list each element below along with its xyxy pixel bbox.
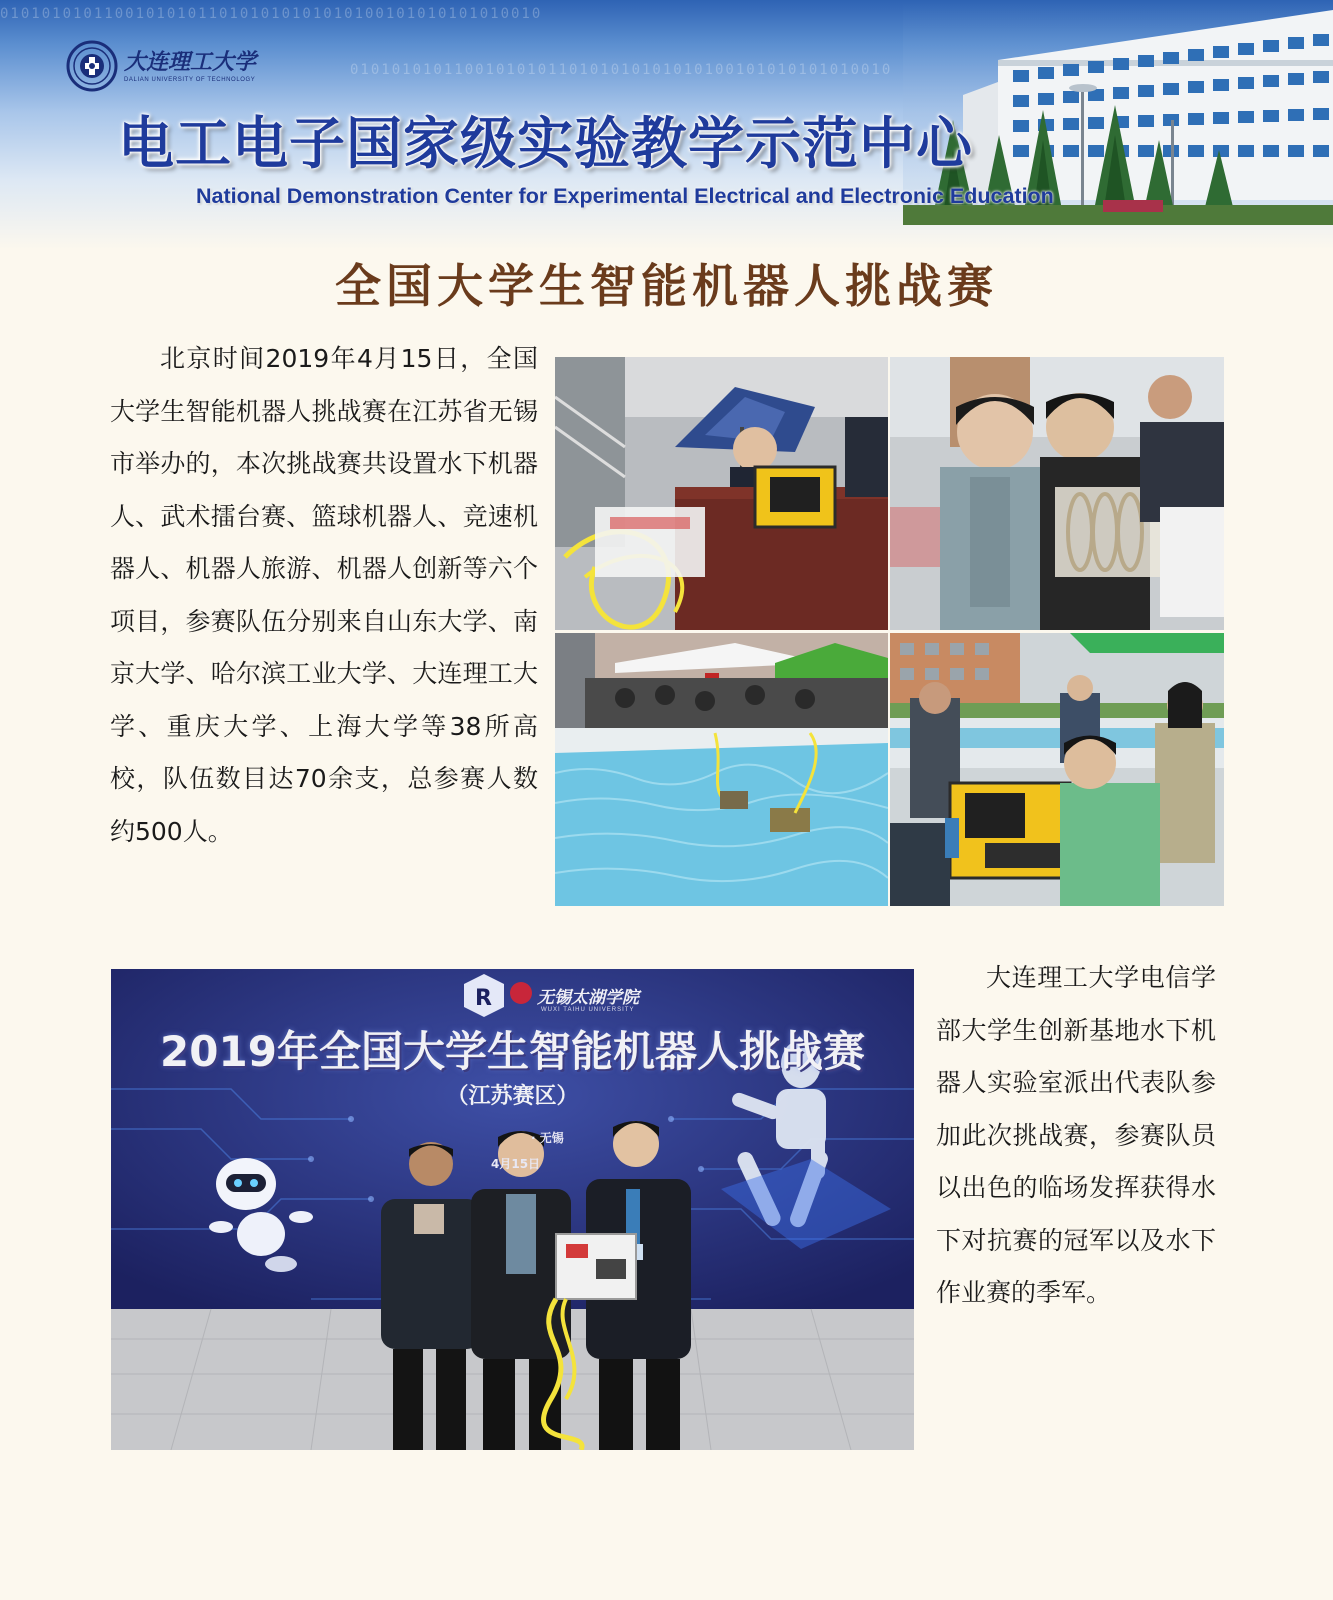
backdrop-title: 2019年全国大学生智能机器人挑战赛 — [160, 1027, 865, 1076]
svg-text:R: R — [475, 986, 492, 1011]
backdrop-region: （江苏赛区） — [446, 1084, 579, 1109]
university-name-en: DALIAN UNIVERSITY OF TECHNOLOGY — [124, 76, 256, 83]
center-title: 电工电子国家级实验教学示范中心 — [118, 112, 973, 177]
university-name-cn: 大连理工大学 — [124, 48, 257, 75]
binary-strip: 0101010101100101010110101010101010100101010101010010 — [0, 6, 543, 22]
photo-pool-controller — [890, 633, 1224, 906]
binary-strip: 0101010101100101010110101010101010100101010101010010 — [350, 62, 893, 78]
photo-team-at-backdrop — [111, 969, 914, 1450]
article-paragraph-1: 北京时间2019年4月15日，全国大学生智能机器人挑战赛在江苏省无锡市举办的，本次挑战赛共设置水下机器人、武术擂台赛、篮球机器人、竞速机器人、机器人旅游、机器人创新等六个项目，参赛队伍分别来自山东大学、南京大学、哈尔滨工业大学、大连理工大学、重庆大学、上海大学等38所高校，队伍数目达70余支，总参赛人数约500人。 — [110, 344, 538, 846]
photo-pool-with-tents — [555, 633, 888, 906]
university-seal-icon — [66, 40, 118, 92]
photo-operator-under-umbrella — [555, 357, 888, 630]
backdrop-date: 4月15日 — [491, 1157, 541, 1171]
university-logo — [66, 40, 256, 92]
photo-students-with-robot — [890, 357, 1224, 630]
host-university-name: 无锡太湖学院 — [537, 988, 639, 1008]
backdrop-city: · 无锡 — [531, 1131, 564, 1145]
article-title: 全国大学生智能机器人挑战赛 — [335, 259, 998, 313]
host-university-name-en: WUXI TAIHU UNIVERSITY — [541, 1007, 635, 1013]
host-university-logo — [531, 983, 639, 1008]
article-paragraph-2: 大连理工大学电信学部大学生创新基地水下机器人实验室派出代表队参加此次挑战赛，参赛队员以出色的临场发挥获得水下对抗赛的冠军以及水下作业赛的季军。 — [936, 963, 1216, 1307]
header-banner — [0, 0, 1333, 250]
center-subtitle: National Demonstration Center for Experimental Electrical and Electronic Education — [196, 184, 1054, 208]
